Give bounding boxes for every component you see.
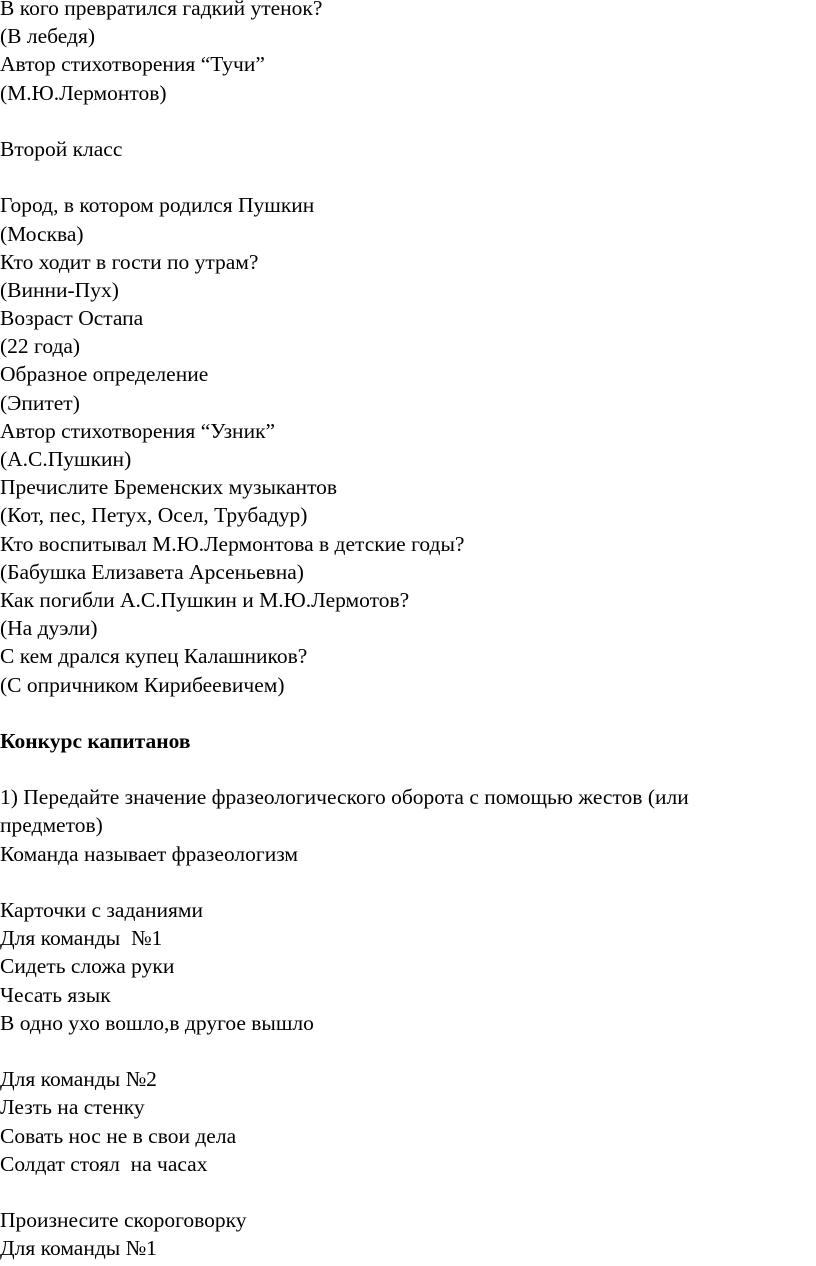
text-line: Произнесите скороговорку: [0, 1208, 247, 1233]
text-line: В кого превратился гадкий утенок?: [0, 0, 323, 20]
text-line: Пречислите Бременских музыкантов: [0, 475, 338, 500]
text-line: 1) Передайте значение фразеологического оборота с помощью жестов (или: [0, 785, 689, 810]
blank-line: [0, 1037, 816, 1065]
text-line: Второй класс: [0, 136, 123, 161]
text-line: С кем дрался купец Калашников?: [0, 644, 308, 669]
text-line: Чесать язык: [0, 982, 111, 1007]
text-line: Образное определение: [0, 362, 209, 387]
blank-line: [0, 1178, 816, 1206]
blank-line: [0, 163, 816, 191]
text-line: Кто воспитывал М.Ю.Лермонтова в детские годы?: [0, 531, 465, 556]
text-line: Для команды №1: [0, 926, 163, 951]
text-line: (М.Ю.Лермонтов): [0, 80, 167, 105]
text-line: (Эпитет): [0, 390, 80, 415]
text-line: Город, в котором родился Пушкин: [0, 193, 315, 218]
text-line: (Винни-Пух): [0, 277, 119, 302]
text-line: Как погибли А.С.Пушкин и М.Ю.Лермотов?: [0, 587, 410, 612]
blank-line: [0, 755, 816, 783]
text-line: Лезть на стенку: [0, 1095, 145, 1120]
text-line: Для команды №2: [0, 1067, 157, 1092]
text-line: предметов): [0, 813, 103, 838]
text-line: (В лебедя): [0, 24, 96, 49]
text-line: Карточки с заданиями: [0, 898, 203, 922]
text-line: (На дуэли): [0, 616, 98, 641]
text-line: Солдат стоял на часах: [0, 1151, 208, 1176]
text-line: (А.С.Пушкин): [0, 447, 132, 471]
text-line: Возраст Остапа: [0, 306, 144, 331]
blank-line: [0, 107, 816, 135]
text-line: Кто ходит в гости по утрам?: [0, 249, 259, 274]
text-line: (22 года): [0, 334, 81, 359]
blank-line: [0, 699, 816, 727]
text-line: В одно ухо вошло,в другое вышло: [0, 1010, 314, 1035]
text-line: Сидеть сложа руки: [0, 954, 175, 979]
text-line: Для команды №1: [0, 1236, 157, 1261]
section-heading: Конкурс капитанов: [0, 728, 191, 753]
text-line: Команда называет фразеологизм: [0, 841, 299, 866]
text-line: Автор стихотворения “Узник”: [0, 418, 276, 443]
blank-line: [0, 868, 816, 896]
text-line: (Кот, пес, Петух, Осел, Трубадур): [0, 503, 308, 528]
text-line: Автор стихотворения “Тучи”: [0, 52, 265, 77]
text-line: (Москва): [0, 221, 84, 246]
text-line: (С опричником Кирибеевичем): [0, 672, 285, 697]
text-line: (Бабушка Елизавета Арсеньевна): [0, 559, 304, 584]
text-line: Совать нос не в свои дела: [0, 1123, 237, 1148]
